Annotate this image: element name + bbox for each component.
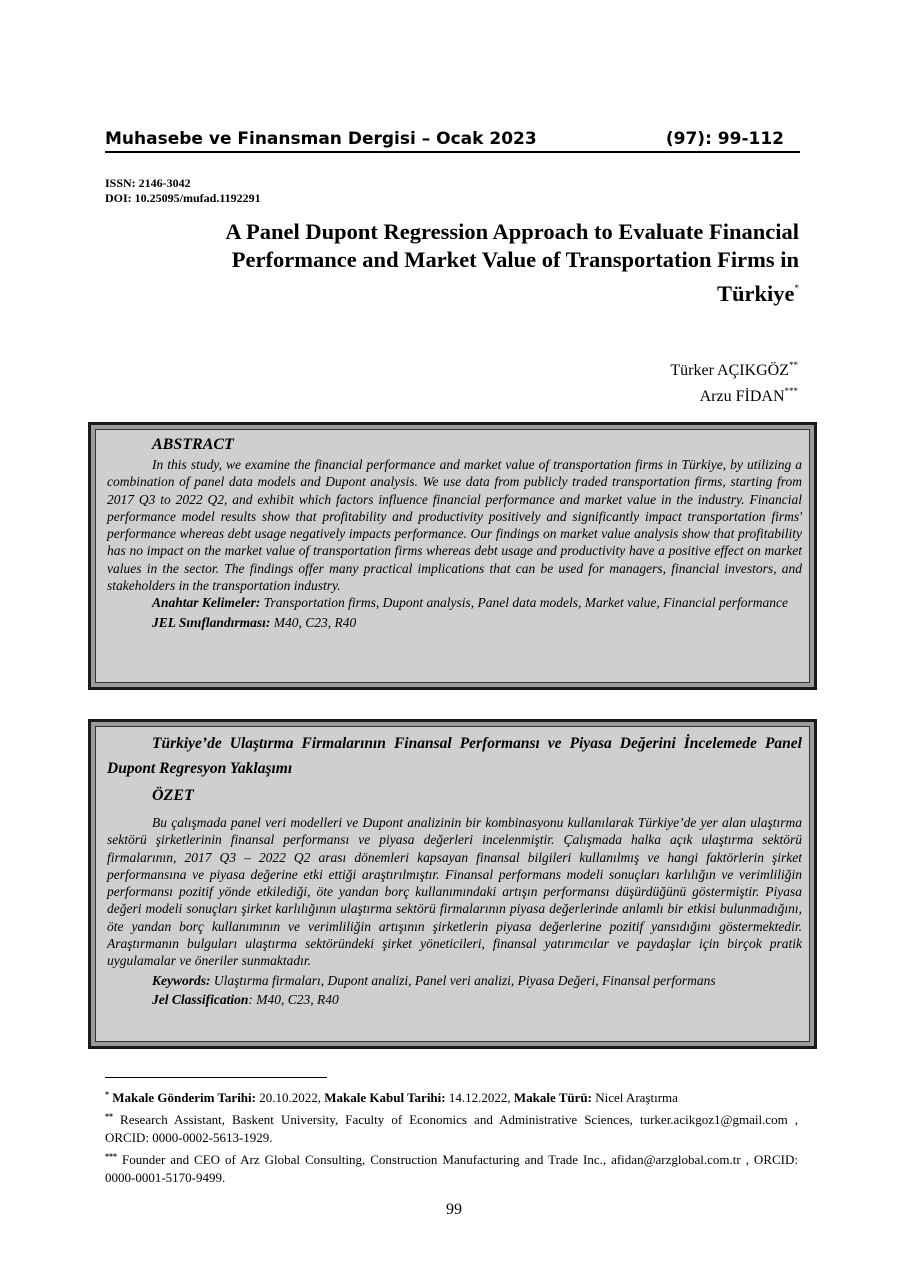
footnote-2-text: Research Assistant, Baskent University, Faculty of Economics and Administrative Sciences, turker.acikgoz1@gmail.com , ORCID: 0000-0002-5613-1929. [105, 1111, 798, 1145]
footnote-1-label-2: Makale Kabul Tarihi: [324, 1090, 446, 1105]
footnote-1-value-2: 14.12.2022, [445, 1090, 514, 1105]
footnote-1-value-1: 20.10.2022, [255, 1090, 325, 1105]
ozet-jel [152, 991, 802, 1008]
footnotes [105, 1086, 798, 1188]
abstract-jel-value: M40, C23, R40 [273, 614, 357, 630]
abstract-jel [152, 614, 802, 631]
ozet-content [107, 731, 802, 1008]
ozet-keywords-label: Keywords: [152, 972, 211, 988]
doi: DOI: 10.25095/mufad.1192291 [105, 191, 261, 205]
abstract-jel-label: JEL Sınıflandırması: [152, 614, 271, 630]
title-line-2: Performance and Market Value of Transportation Firms in [231, 247, 799, 272]
ozet-jel-label: Jel Classification [152, 991, 249, 1007]
ozet-jel-value: : M40, C23, R40 [248, 991, 339, 1007]
page-number: 99 [446, 1201, 462, 1218]
footnote-1-mark: * [105, 1090, 109, 1099]
footnote-3 [105, 1148, 798, 1188]
ozet-keywords [152, 972, 802, 989]
footnote-2 [105, 1108, 798, 1148]
author-list [670, 355, 798, 407]
abstract-keywords-label: Anahtar Kelimeler: [152, 595, 261, 611]
footnote-2-mark: ** [105, 1111, 113, 1121]
article-title [150, 218, 799, 308]
abstract-keywords-value: Transportation firms, Dupont analysis, Panel data models, Market value, Financial performance [263, 595, 788, 611]
footnote-1-value-3: Nicel Araştırma [592, 1090, 678, 1105]
title-footnote-mark: * [794, 283, 799, 293]
ozet-keywords-value: Ulaştırma firmaları, Dupont analizi, Panel veri analizi, Piyasa Değeri, Finansal performans [213, 972, 716, 988]
author [670, 381, 798, 407]
article-meta [105, 176, 261, 206]
journal-issue: (97): 99-112 [665, 129, 784, 149]
author-name: Arzu FİDAN [699, 388, 785, 405]
footnote-1 [105, 1086, 798, 1108]
footnote-3-text: Founder and CEO of Arz Global Consulting, Construction Manufacturing and Trade Inc., afidan@arzglobal.com.tr , ORCID: 0000-0001-5170-9499. [105, 1151, 798, 1185]
journal-header [105, 129, 800, 153]
title-line-3-text: Türkiye [716, 281, 795, 306]
ozet-text: Bu çalışmada panel veri modelleri ve Dupont analizinin bir kombinasyonu kullanılarak Türkiye’de yer alan ulaştırma sektörü şirketlerinin finansal performansı ve piyasa değerleri incelenmiştir. Çalışmada halka açık ulaştırma sektörü firmalarının, 2017 Q3 – 2022 Q2 arası dönemleri kapsayan finansal bilgileri kullanılmış ve hangi faktörlerin şirket performansına ve piyasa değerine etki ettiği araştırılmıştır. Finansal performans modeli sonuçları karlılığın ve verimliliğin performansı pozitif yönde etkilediği, öte yandan borç kullanımındaki artışın performansı düşürdüğünü göstermiştir. Piyasa değeri modeli sonuçları şirket karlılığının ulaştırma sektörü firmalarının piyasa değerlerinde anlamlı bir etkisi bulunmadığını, öte yandan borç kullanımının ve verimliliğin artışının şirketlerin piyasa değerlerine pozitif yansıdığını göstermektedir. Araştırmanın bulguları ulaştırma sektöründeki şirket yöneticileri, finansal yatırımcılar ve paydaşlar için birçok pratik uygulamalar ve öneriler sunmaktadır. [107, 815, 802, 969]
ozet-heading: ÖZET [152, 787, 194, 804]
abstract-keywords [107, 594, 802, 611]
author-name: Türker AÇIKGÖZ [670, 362, 789, 379]
turkish-title: Türkiye’de Ulaştırma Firmalarının Finansal Performansı ve Piyasa Değerini İncelemede Panel Dupont Regresyon Yaklaşımı [107, 735, 802, 777]
title-line-1: A Panel Dupont Regression Approach to Evaluate Financial [225, 219, 799, 244]
ozet-box [88, 719, 817, 1049]
journal-name: Muhasebe ve Finansman Dergisi – Ocak 2023 [105, 129, 537, 149]
abstract-text: In this study, we examine the financial performance and market value of transportation firms in Türkiye, by utilizing a combination of panel data models and Dupont analysis. We use data from publicly traded transportation firms, starting from 2017 Q3 to 2022 Q2, and exhibit which factors influence financial performance and market value in the industry. Financial performance model results show that profitability and productivity positively and significantly impact transportation firms' performance whereas debt usage negatively impacts performance. Our findings on market value analysis show that profitability has no impact on the market value of transportation firms whereas debt usage and productivity have a positive effect on market values in the sector. The findings offer many practical implications that can be used for managers, financial investors, and stakeholders in the transportation industry. [107, 457, 802, 594]
abstract-heading: ABSTRACT [152, 436, 234, 453]
footnote-3-mark: *** [105, 1151, 117, 1161]
issn: ISSN: 2146-3042 [105, 176, 191, 190]
abstract-content [107, 434, 802, 631]
title-line-3 [150, 274, 799, 308]
author-footnote-mark: ** [789, 360, 798, 370]
author [670, 355, 798, 381]
footnote-1-label-3: Makale Türü: [513, 1090, 592, 1105]
footnote-divider [105, 1077, 327, 1078]
footnote-1-label-1: Makale Gönderim Tarihi: [112, 1090, 256, 1105]
author-footnote-mark: *** [784, 386, 798, 396]
abstract-box [88, 422, 817, 690]
